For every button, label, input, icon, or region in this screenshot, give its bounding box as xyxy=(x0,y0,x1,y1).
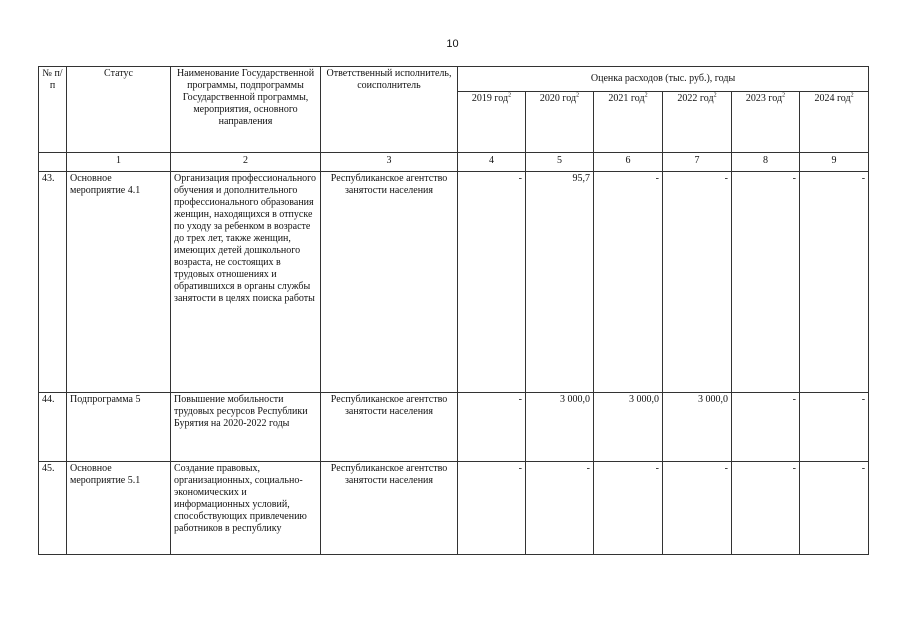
row-value-2024: - xyxy=(800,393,869,462)
row-value-2023: - xyxy=(732,172,800,393)
header-row xyxy=(39,67,869,92)
row-value-2023: - xyxy=(732,393,800,462)
row-value-2019: - xyxy=(458,393,526,462)
row-num: 43. xyxy=(39,172,67,393)
header-costs: Оценка расходов (тыс. руб.), годы xyxy=(458,67,869,92)
table-row xyxy=(39,393,869,462)
column-number: 6 xyxy=(594,153,663,172)
row-value-2019: - xyxy=(458,462,526,555)
column-number: 9 xyxy=(800,153,869,172)
header-year-2021: 2021 год$^2$ xyxy=(594,92,663,153)
row-num: 45. xyxy=(39,462,67,555)
row-executor: Республиканское агентство занятости населения xyxy=(321,462,458,555)
row-value-2020: 95,7 xyxy=(526,172,594,393)
row-status: Подпрограмма 5 xyxy=(67,393,171,462)
column-number: 3 xyxy=(321,153,458,172)
table-row xyxy=(39,172,869,393)
row-num: 44. xyxy=(39,393,67,462)
row-value-2020: 3 000,0 xyxy=(526,393,594,462)
row-value-2021: - xyxy=(594,172,663,393)
column-number: 1 xyxy=(67,153,171,172)
header-year-2020: 2020 год$^2$ xyxy=(526,92,594,153)
row-name: Организация профессионального обучения и дополнительного профессионального образования женщин, находящихся в отпуске по уходу за ребенком в возрасте до трех лет, также женщин, имеющих детей дошкольного возраста, не состоящих в трудовых отношениях и обратившихся в органы службы занятости в целях поиска работы xyxy=(171,172,321,393)
header-year-2019: 2019 год$^2$ xyxy=(458,92,526,153)
row-value-2021: 3 000,0 xyxy=(594,393,663,462)
column-number: 8 xyxy=(732,153,800,172)
column-number: 5 xyxy=(526,153,594,172)
page-number: 10 xyxy=(446,38,459,50)
row-value-2024: - xyxy=(800,172,869,393)
column-numbering-row xyxy=(39,153,869,172)
column-number: 7 xyxy=(663,153,732,172)
row-value-2020: - xyxy=(526,462,594,555)
row-value-2022: - xyxy=(663,172,732,393)
row-executor: Республиканское агентство занятости населения xyxy=(321,393,458,462)
header-year-2024: 2024 год$^2$ xyxy=(800,92,869,153)
row-value-2019: - xyxy=(458,172,526,393)
header-year-2022: 2022 год$^2$ xyxy=(663,92,732,153)
column-number: 2 xyxy=(171,153,321,172)
row-value-2022: - xyxy=(663,462,732,555)
header-year-2023: 2023 год$^2$ xyxy=(732,92,800,153)
row-value-2023: - xyxy=(732,462,800,555)
header-num: № п/п xyxy=(39,67,67,153)
header-status: Статус xyxy=(67,67,171,153)
row-name: Повышение мобильности трудовых ресурсов Республики Бурятия на 2020-2022 годы xyxy=(171,393,321,462)
row-executor: Республиканское агентство занятости населения xyxy=(321,172,458,393)
row-status: Основное мероприятие 4.1 xyxy=(67,172,171,393)
row-value-2022: 3 000,0 xyxy=(663,393,732,462)
column-number: 4 xyxy=(458,153,526,172)
row-value-2024: - xyxy=(800,462,869,555)
table-row xyxy=(39,462,869,555)
row-name: Создание правовых, организационных, социально-экономических и информационных условий, способствующих привлечению работников в республику xyxy=(171,462,321,555)
row-status: Основное мероприятие 5.1 xyxy=(67,462,171,555)
header-executor: Ответственный исполнитель, соисполнитель xyxy=(321,67,458,153)
column-number xyxy=(39,153,67,172)
header-name: Наименование Государственной программы, подпрограммы Государственной программы, мероприятия, основного направления xyxy=(171,67,321,153)
row-value-2021: - xyxy=(594,462,663,555)
budget-table xyxy=(38,66,869,555)
